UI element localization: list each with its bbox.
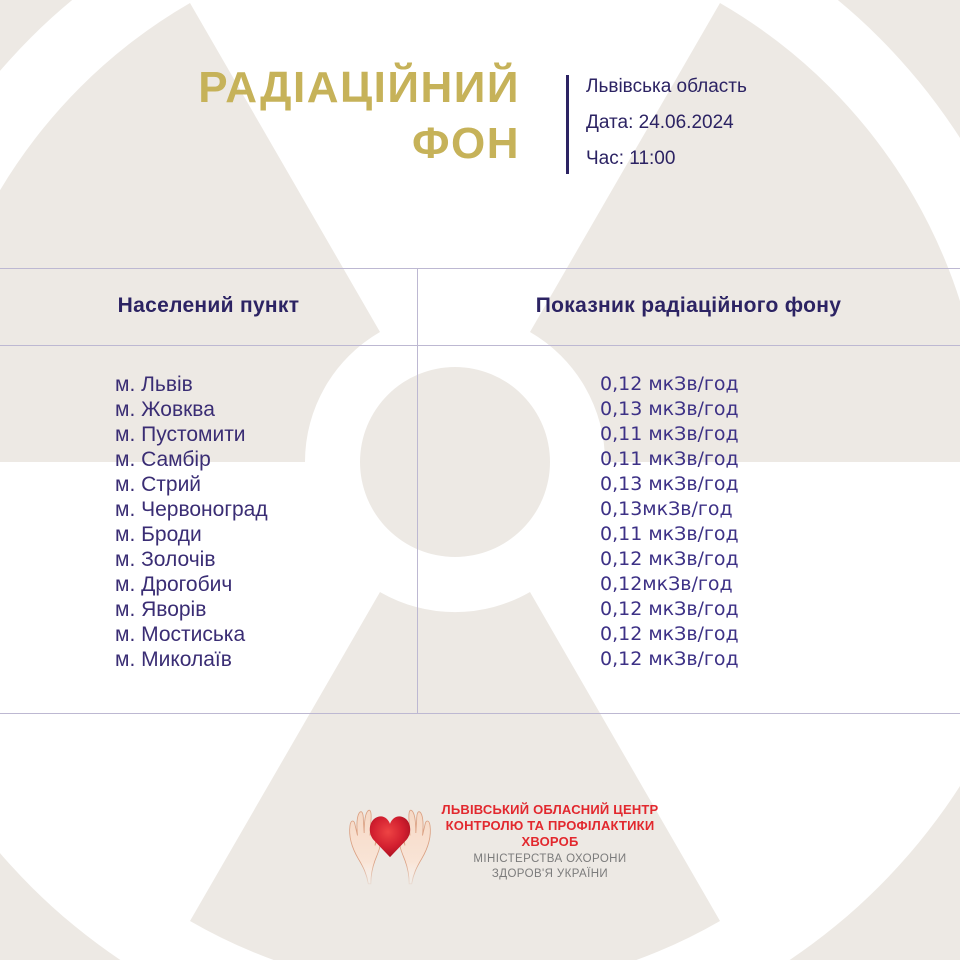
radiation-value-cell: 0,11 мкЗв/год: [600, 448, 739, 470]
settlement-cell: м. Жовква: [115, 398, 215, 421]
radiation-value-cell: 0,13мкЗв/год: [600, 498, 733, 520]
radiation-value-cell: 0,11 мкЗв/год: [600, 523, 739, 545]
settlement-cell: м. Дрогобич: [115, 573, 233, 596]
ministry-name: [440, 852, 660, 882]
org-line-3: ХВОРОБ: [521, 834, 579, 849]
table-row: [0, 397, 960, 422]
radiation-value-cell: 0,12 мкЗв/год: [600, 548, 739, 570]
column-header-indicator: Показник радіаційного фону: [535, 294, 842, 317]
settlement-cell: м. Самбір: [115, 448, 211, 471]
table-row: [0, 372, 960, 397]
table-row: [0, 422, 960, 447]
table-rows: [0, 372, 960, 672]
org-line-2: КОНТРОЛЮ ТА ПРОФІЛАКТИКИ: [445, 818, 655, 833]
radiation-value-cell: 0,12 мкЗв/год: [600, 373, 739, 395]
table-row: [0, 447, 960, 472]
radiation-value-cell: 0,12 мкЗв/год: [600, 623, 739, 645]
table-row: [0, 622, 960, 647]
report-meta: [586, 69, 747, 177]
table-row: [0, 572, 960, 597]
table-header-bottom-border: [0, 345, 960, 346]
title-line-2: ФОН: [411, 119, 520, 168]
settlement-cell: м. Яворів: [115, 598, 207, 621]
settlement-cell: м. Стрий: [115, 473, 202, 496]
radiation-value-cell: 0,12 мкЗв/год: [600, 648, 739, 670]
table-row: [0, 647, 960, 672]
table-bottom-border: [0, 713, 960, 714]
ministry-line-1: МІНІСТЕРСТВА ОХОРОНИ: [473, 853, 627, 865]
table-top-border: [0, 268, 960, 269]
page-title: [100, 60, 520, 172]
table-row: [0, 472, 960, 497]
column-header-settlement: Населений пункт: [117, 294, 300, 317]
organization-name: [440, 802, 660, 850]
radiation-value-cell: 0,13 мкЗв/год: [600, 398, 739, 420]
radiation-value-cell: 0,13 мкЗв/год: [600, 473, 739, 495]
table-row: [0, 547, 960, 572]
table-row: [0, 597, 960, 622]
radiation-value-cell: 0,12 мкЗв/год: [600, 598, 739, 620]
date-label: Дата: 24.06.2024: [586, 112, 734, 133]
header-divider-line: [566, 75, 569, 174]
settlement-cell: м. Броди: [115, 523, 202, 546]
settlement-cell: м. Золочів: [115, 548, 216, 571]
region-label: Львівська область: [586, 76, 747, 97]
time-label: Час: 11:00: [586, 148, 676, 169]
org-line-1: ЛЬВІВСЬКИЙ ОБЛАСНИЙ ЦЕНТР: [441, 802, 659, 817]
radiation-value-cell: 0,12мкЗв/год: [600, 573, 733, 595]
ministry-line-2: ЗДОРОВ'Я УКРАЇНИ: [491, 868, 609, 880]
settlement-cell: м. Пустомити: [115, 423, 246, 446]
title-line-1: РАДІАЦІЙНИЙ: [198, 63, 520, 112]
table-row: [0, 522, 960, 547]
hands-heart-logo: [340, 794, 440, 892]
table-row: [0, 497, 960, 522]
footer-logo-block: [340, 792, 670, 896]
settlement-cell: м. Миколаїв: [115, 648, 232, 671]
settlement-cell: м. Червоноград: [115, 498, 268, 521]
settlement-cell: м. Львів: [115, 373, 193, 396]
settlement-cell: м. Мостиська: [115, 623, 246, 646]
radiation-value-cell: 0,11 мкЗв/год: [600, 423, 739, 445]
